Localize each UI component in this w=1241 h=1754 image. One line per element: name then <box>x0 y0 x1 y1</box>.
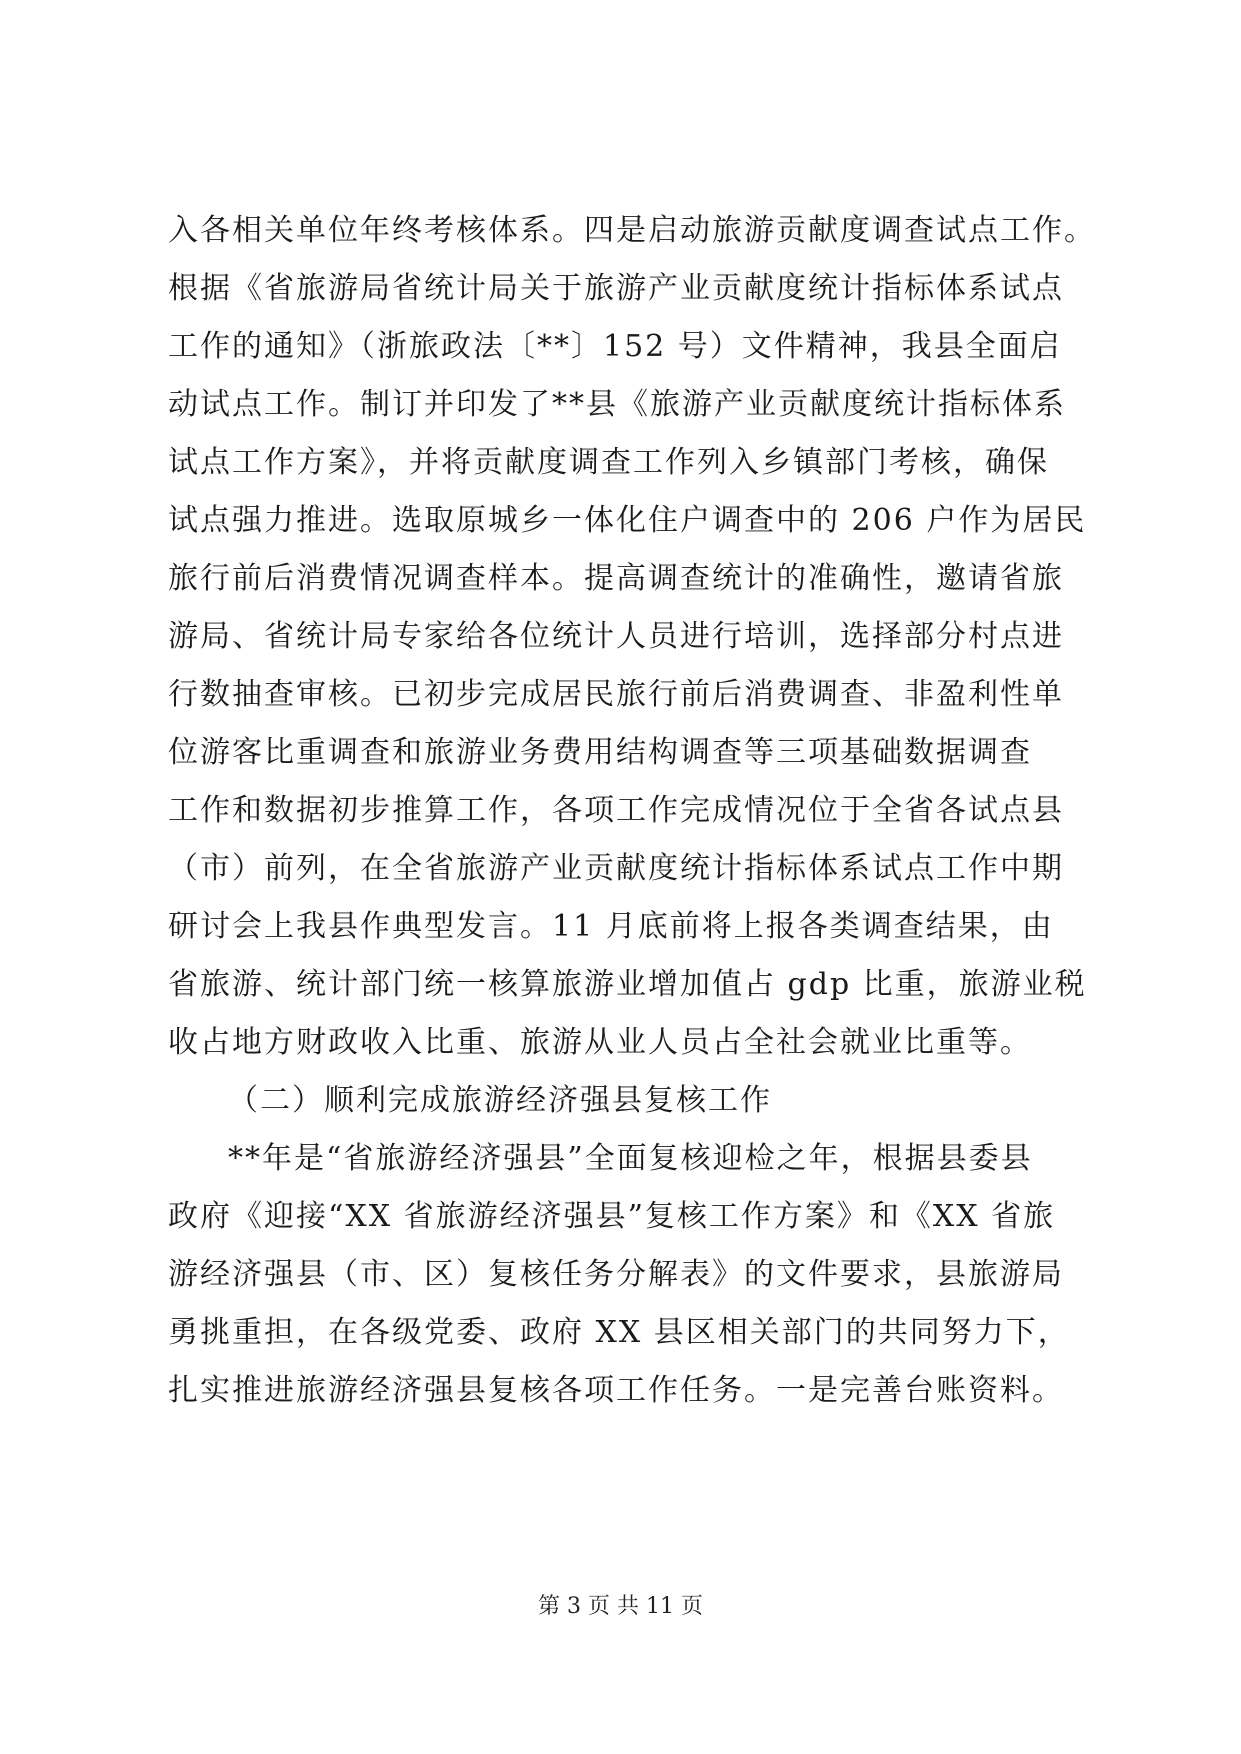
text-line: 行数抽查审核。已初步完成居民旅行前后消费调查、非盈利性单 <box>168 677 1064 712</box>
text-line: 入各相关单位年终考核体系。四是启动旅游贡献度调查试点工作。 <box>168 213 1096 248</box>
text-line: **年是“省旅游经济强县”全面复核迎检之年，根据县委县 <box>228 1141 1033 1176</box>
text-line: 位游客比重调查和旅游业务费用结构调查等三项基础数据调查 <box>168 735 1032 770</box>
text-line: 扎实推进旅游经济强县复核各项工作任务。一是完善台账资料。 <box>168 1373 1064 1408</box>
text-line: 游局、省统计局专家给各位统计人员进行培训，选择部分村点进 <box>168 619 1064 654</box>
text-line: 研讨会上我县作典型发言。11 月底前将上报各类调查结果，由 <box>168 909 1054 944</box>
text-line: 试点工作方案》，并将贡献度调查工作列入乡镇部门考核，确保 <box>168 445 1049 480</box>
text-line: 收占地方财政收入比重、旅游从业人员占全社会就业比重等。 <box>168 1025 1032 1060</box>
text-line: 政府《迎接“XX 省旅游经济强县”复核工作方案》和《XX 省旅 <box>168 1199 1056 1234</box>
text-line: 工作和数据初步推算工作，各项工作完成情况位于全省各试点县 <box>168 793 1064 828</box>
text-line: 工作的通知》（浙旅政法〔**〕152 号）文件精神，我县全面启 <box>168 329 1062 364</box>
text-line: 旅行前后消费情况调查样本。提高调查统计的准确性，邀请省旅 <box>168 561 1064 596</box>
text-line: 勇挑重担，在各级党委、政府 XX 县区相关部门的共同努力下， <box>168 1315 1070 1350</box>
text-line: 动试点工作。制订并印发了**县《旅游产业贡献度统计指标体系 <box>168 387 1066 422</box>
text-line: （市）前列，在全省旅游产业贡献度统计指标体系试点工作中期 <box>168 851 1064 886</box>
text-line: 省旅游、统计部门统一核算旅游业增加值占 gdp 比重，旅游业税 <box>168 967 1087 1002</box>
page-footer: 第 3 页 共 11 页 <box>538 1594 703 1619</box>
text-line: 根据《省旅游局省统计局关于旅游产业贡献度统计指标体系试点 <box>168 271 1064 306</box>
section-heading: （二）顺利完成旅游经济强县复核工作 <box>228 1083 772 1118</box>
text-line: 游经济强县（市、区）复核任务分解表》的文件要求，县旅游局 <box>168 1257 1064 1292</box>
text-line: 试点强力推进。选取原城乡一体化住户调查中的 206 户作为居民 <box>168 503 1087 538</box>
